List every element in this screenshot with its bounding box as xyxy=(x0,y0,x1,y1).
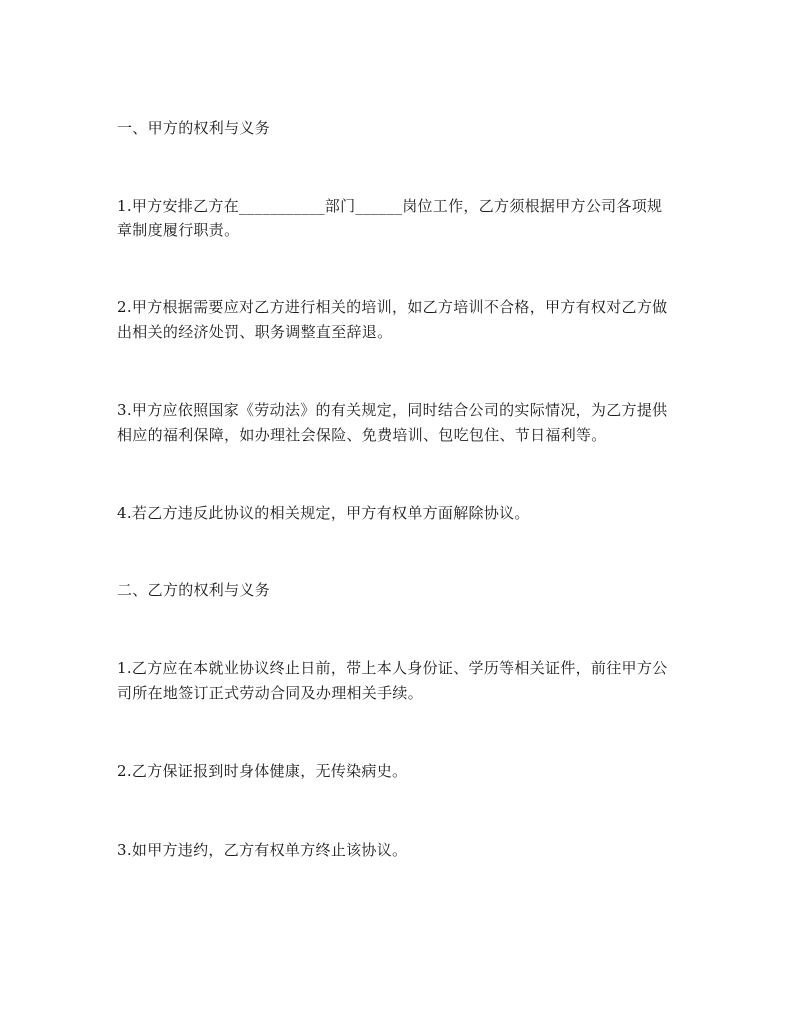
clause-b1-line2: 司所在地签订正式劳动合同及办理相关手续。 xyxy=(117,684,424,702)
clause-b1-line1: 1.乙方应在本就业协议终止日前，带上本人身份证、学历等相关证件，前往甲方公 xyxy=(117,659,668,677)
clause-a4-line1: 4.若乙方违反此协议的相关规定，甲方有权单方面解除协议。 xyxy=(117,504,530,522)
clause-a2-line1: 2.甲方根据需要应对乙方进行相关的培训，如乙方培训不合格，甲方有权对乙方做 xyxy=(117,298,668,316)
clause-b2-line1: 2.乙方保证报到时身体健康，无传染病史。 xyxy=(117,762,408,780)
section-heading-party-a: 一、甲方的权利与义务 xyxy=(117,119,271,137)
clause-a1-line2: 章制度履行职责。 xyxy=(117,221,240,239)
clause-a1-line1: 1.甲方安排乙方在___________部门______岗位工作，乙方须根据甲方公司各项规 xyxy=(117,197,663,215)
clause-a3-line1: 3.甲方应依照国家《劳动法》的有关规定，同时结合公司的实际情况，为乙方提供 xyxy=(117,401,668,419)
clause-a2-line2: 出相关的经济处罚、职务调整直至辞退。 xyxy=(117,323,393,341)
section-heading-party-b: 二、乙方的权利与义务 xyxy=(117,581,271,599)
clause-b3-line1: 3.如甲方违约，乙方有权单方终止该协议。 xyxy=(117,841,408,859)
clause-a3-line2: 相应的福利保障，如办理社会保险、免费培训、包吃包住、节日福利等。 xyxy=(117,426,607,444)
